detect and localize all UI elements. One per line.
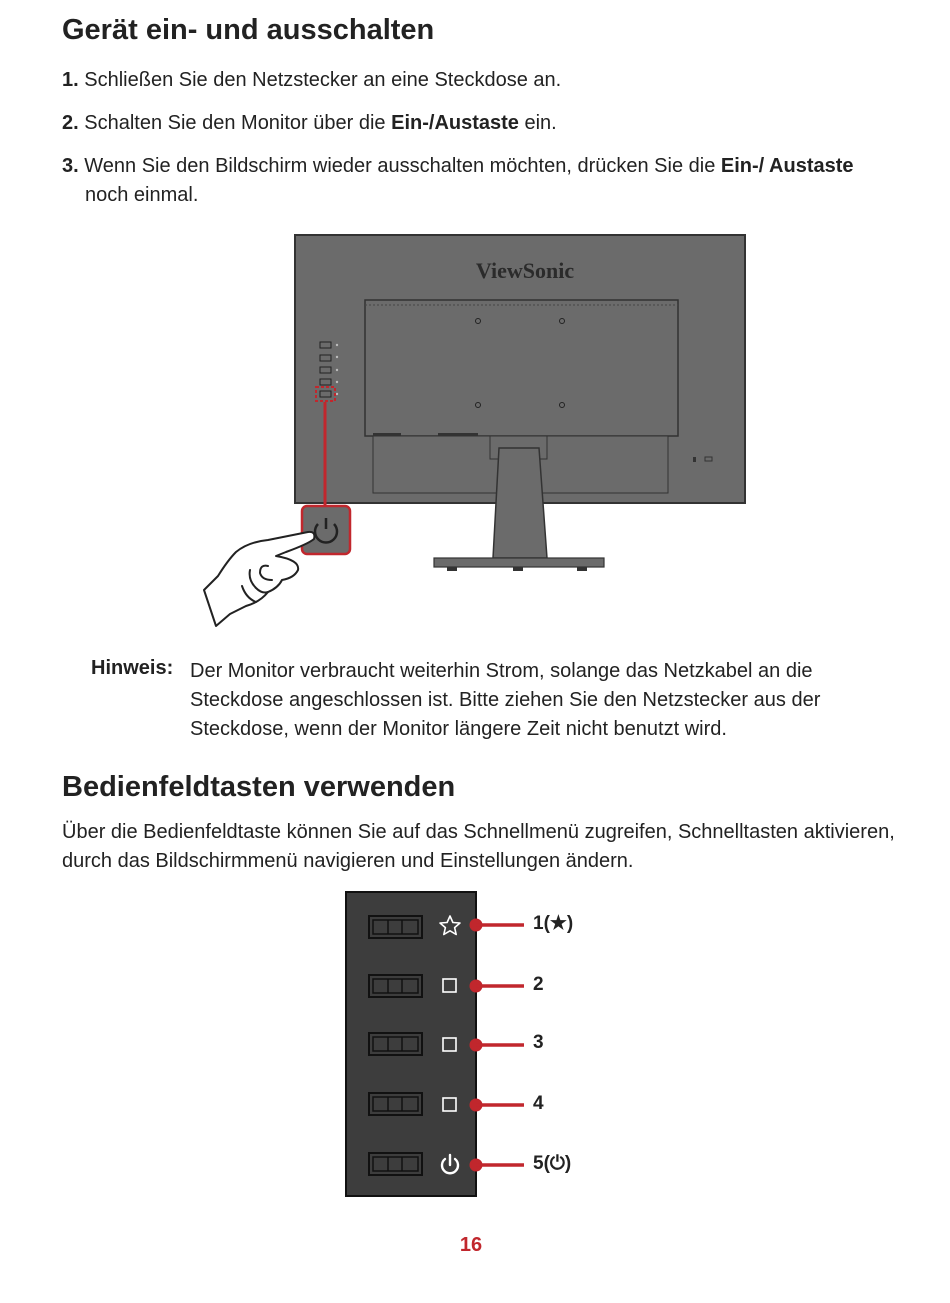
note-label: Hinweis: [91,657,174,679]
panel-label-1: 1(★) [533,913,574,934]
step-2 [62,109,862,138]
step-text-end: ein. [518,112,557,134]
monitor-back-illustration [190,230,760,630]
panel-label-5: 5(⏻) [533,1153,572,1174]
panel-button-2 [369,975,422,997]
step-number: 1. [62,69,79,91]
panel-button-4 [369,1093,422,1115]
step-text: Schließen Sie den Netzstecker an eine Steckdose an. [84,69,562,91]
step-3 [62,152,875,210]
step-1 [62,66,862,95]
intro-text: Über die Bedienfeldtaste können Sie auf das Schnellmenü zugreifen, Schnelltasten aktivieren, durch das Bildschirmmenü navigieren und Einstellungen ändern. [62,821,895,872]
step-number: 2. [62,112,79,134]
panel-label-3: 3 [533,1032,544,1053]
note-text: Der Monitor verbraucht weiterhin Strom, solange das Netzkabel an die Steckdose angeschlossen ist. Bitte ziehen Sie den Netzstecker aus der Steckdose, wenn der Monitor längere Zeit nicht benutzt wird. [190,660,821,740]
panel-button-1 [369,916,422,938]
power-button-zoom [302,506,350,554]
panel-button-3 [369,1033,422,1055]
page-number: 16 [459,1234,483,1256]
panel-button-5 [369,1153,422,1175]
section-title-control-panel: Bedienfeldtasten verwenden [62,771,456,803]
hand-icon [204,532,314,626]
step-text: Schalten Sie den Monitor über die [84,112,392,134]
step-number: 3. [62,155,79,177]
section-title-power: Gerät ein- und ausschalten [62,14,435,46]
step-text: Wenn Sie den Bildschirm wieder ausschalten möchten, drücken Sie die [84,155,721,177]
step-bold-text: Ein-/Austaste [391,112,519,134]
panel-label-4: 4 [533,1093,544,1114]
panel-label-2: 2 [533,974,544,995]
step-text-end: noch einmal. [85,184,199,206]
step-bold-text: Ein-/ Austaste [720,155,854,177]
brand-logo: ViewSonic [475,258,575,283]
